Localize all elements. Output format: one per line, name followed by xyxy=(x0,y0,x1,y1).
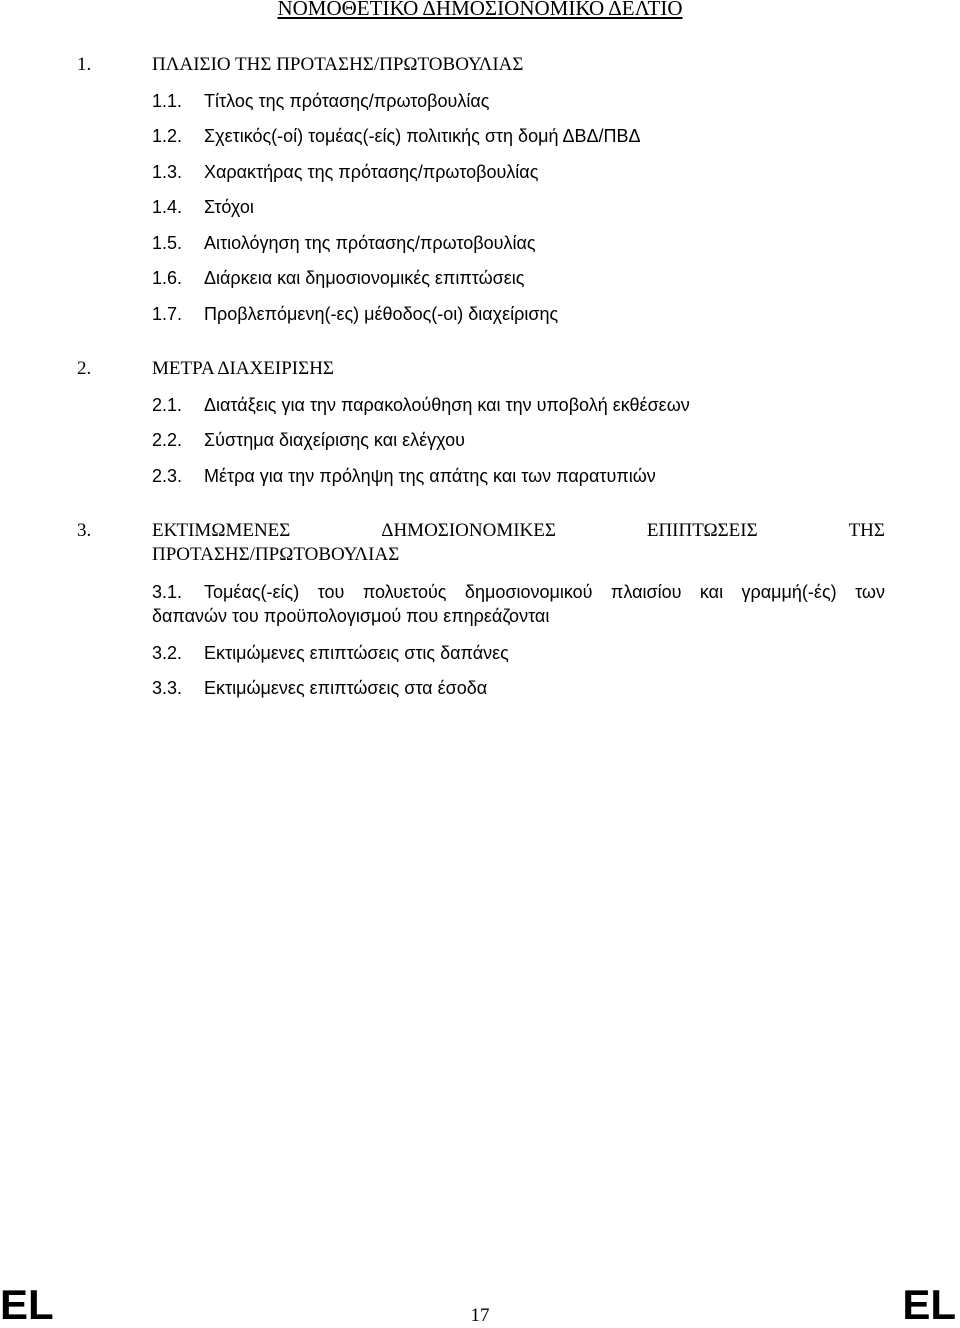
item-word: πλαισίου xyxy=(610,582,682,602)
item-number: 1.1. xyxy=(152,91,183,111)
item-text-line-1 xyxy=(152,580,885,604)
item-number: 2.2. xyxy=(152,430,183,450)
item-text: Χαρακτήρας της πρότασης/πρωτοβουλίας xyxy=(204,162,539,182)
item-number: 3.2. xyxy=(152,643,183,663)
item-word: των xyxy=(855,582,885,602)
footer-language-right: EL xyxy=(902,1281,956,1328)
item-text-line-2: δαπανών του προϋπολογισμού που επηρεάζονται xyxy=(152,606,550,626)
item-text: Εκτιμώμενες επιπτώσεις στα έσοδα xyxy=(204,678,488,698)
item-number: 1.7. xyxy=(152,304,183,324)
section-number: 1. xyxy=(77,54,92,75)
item-number: 1.3. xyxy=(152,162,183,182)
item-number: 1.5. xyxy=(152,233,183,253)
section-number: 2. xyxy=(77,358,92,379)
item-number: 3.3. xyxy=(152,678,183,698)
item-number: 1.6. xyxy=(152,268,183,288)
section-title: ΜΕΤΡΑ ΔΙΑΧΕΙΡΙΣΗΣ xyxy=(152,358,334,379)
heading-word: ΕΚΤΙΜΩΜΕΝΕΣ xyxy=(152,520,291,541)
item-word: πολυετούς xyxy=(362,582,447,602)
item-text: Σχετικός(-οί) τομέας(-είς) πολιτικής στη δομή ΔΒΔ/ΠΒΔ xyxy=(204,126,641,146)
item-word: δημοσιονομικού xyxy=(464,582,593,602)
heading-word: ΔΗΜΟΣΙΟΝΟΜΙΚΕΣ xyxy=(381,520,556,541)
item-text: Μέτρα για την πρόληψη της απάτης και των παρατυπιών xyxy=(204,466,656,486)
item-number: 1.2. xyxy=(152,126,183,146)
document-title: ΝΟΜΟΘΕΤΙΚΟ ΔΗΜΟΣΙΟΝΟΜΙΚΟ ΔΕΛΤΙΟ xyxy=(277,0,683,20)
item-text: Διατάξεις για την παρακολούθηση και την υποβολή εκθέσεων xyxy=(204,395,690,415)
item-number: 2.3. xyxy=(152,466,183,486)
item-text: Σύστημα διαχείρισης και ελέγχου xyxy=(204,430,465,450)
item-word: Τομέας(-είς) xyxy=(204,582,300,602)
page-number: 17 xyxy=(470,1305,490,1326)
item-text: Αιτιολόγηση της πρότασης/πρωτοβουλίας xyxy=(204,233,536,253)
item-word: γραμμή(-ές) xyxy=(741,582,837,602)
heading-word: ΤΗΣ xyxy=(848,520,885,541)
item-text xyxy=(204,580,885,604)
item-text: Εκτιμώμενες επιπτώσεις στις δαπάνες xyxy=(204,643,509,663)
item-number: 3.1. xyxy=(152,582,183,602)
section-title-line-1 xyxy=(152,519,885,543)
item-text: Προβλεπόμενη(-ες) μέθοδος(-οι) διαχείρισης xyxy=(204,304,559,324)
item-text: Διάρκεια και δημοσιονομικές επιπτώσεις xyxy=(204,268,525,288)
item-word: του xyxy=(317,582,345,602)
section-title-line-2: ΠΡΟΤΑΣΗΣ/ΠΡΩΤΟΒΟΥΛΙΑΣ xyxy=(152,544,400,565)
heading-word: ΕΠΙΠΤΩΣΕΙΣ xyxy=(646,520,758,541)
item-number: 1.4. xyxy=(152,197,183,217)
item-word: και xyxy=(699,582,724,602)
item-number: 2.1. xyxy=(152,395,183,415)
section-title: ΠΛΑΙΣΙΟ ΤΗΣ ΠΡΟΤΑΣΗΣ/ΠΡΩΤΟΒΟΥΛΙΑΣ xyxy=(152,54,524,75)
item-text: Τίτλος της πρότασης/πρωτοβουλίας xyxy=(204,91,490,111)
section-number: 3. xyxy=(77,520,92,541)
item-text: Στόχοι xyxy=(204,197,254,217)
list-item xyxy=(152,580,885,628)
footer-language-left: EL xyxy=(0,1281,54,1328)
